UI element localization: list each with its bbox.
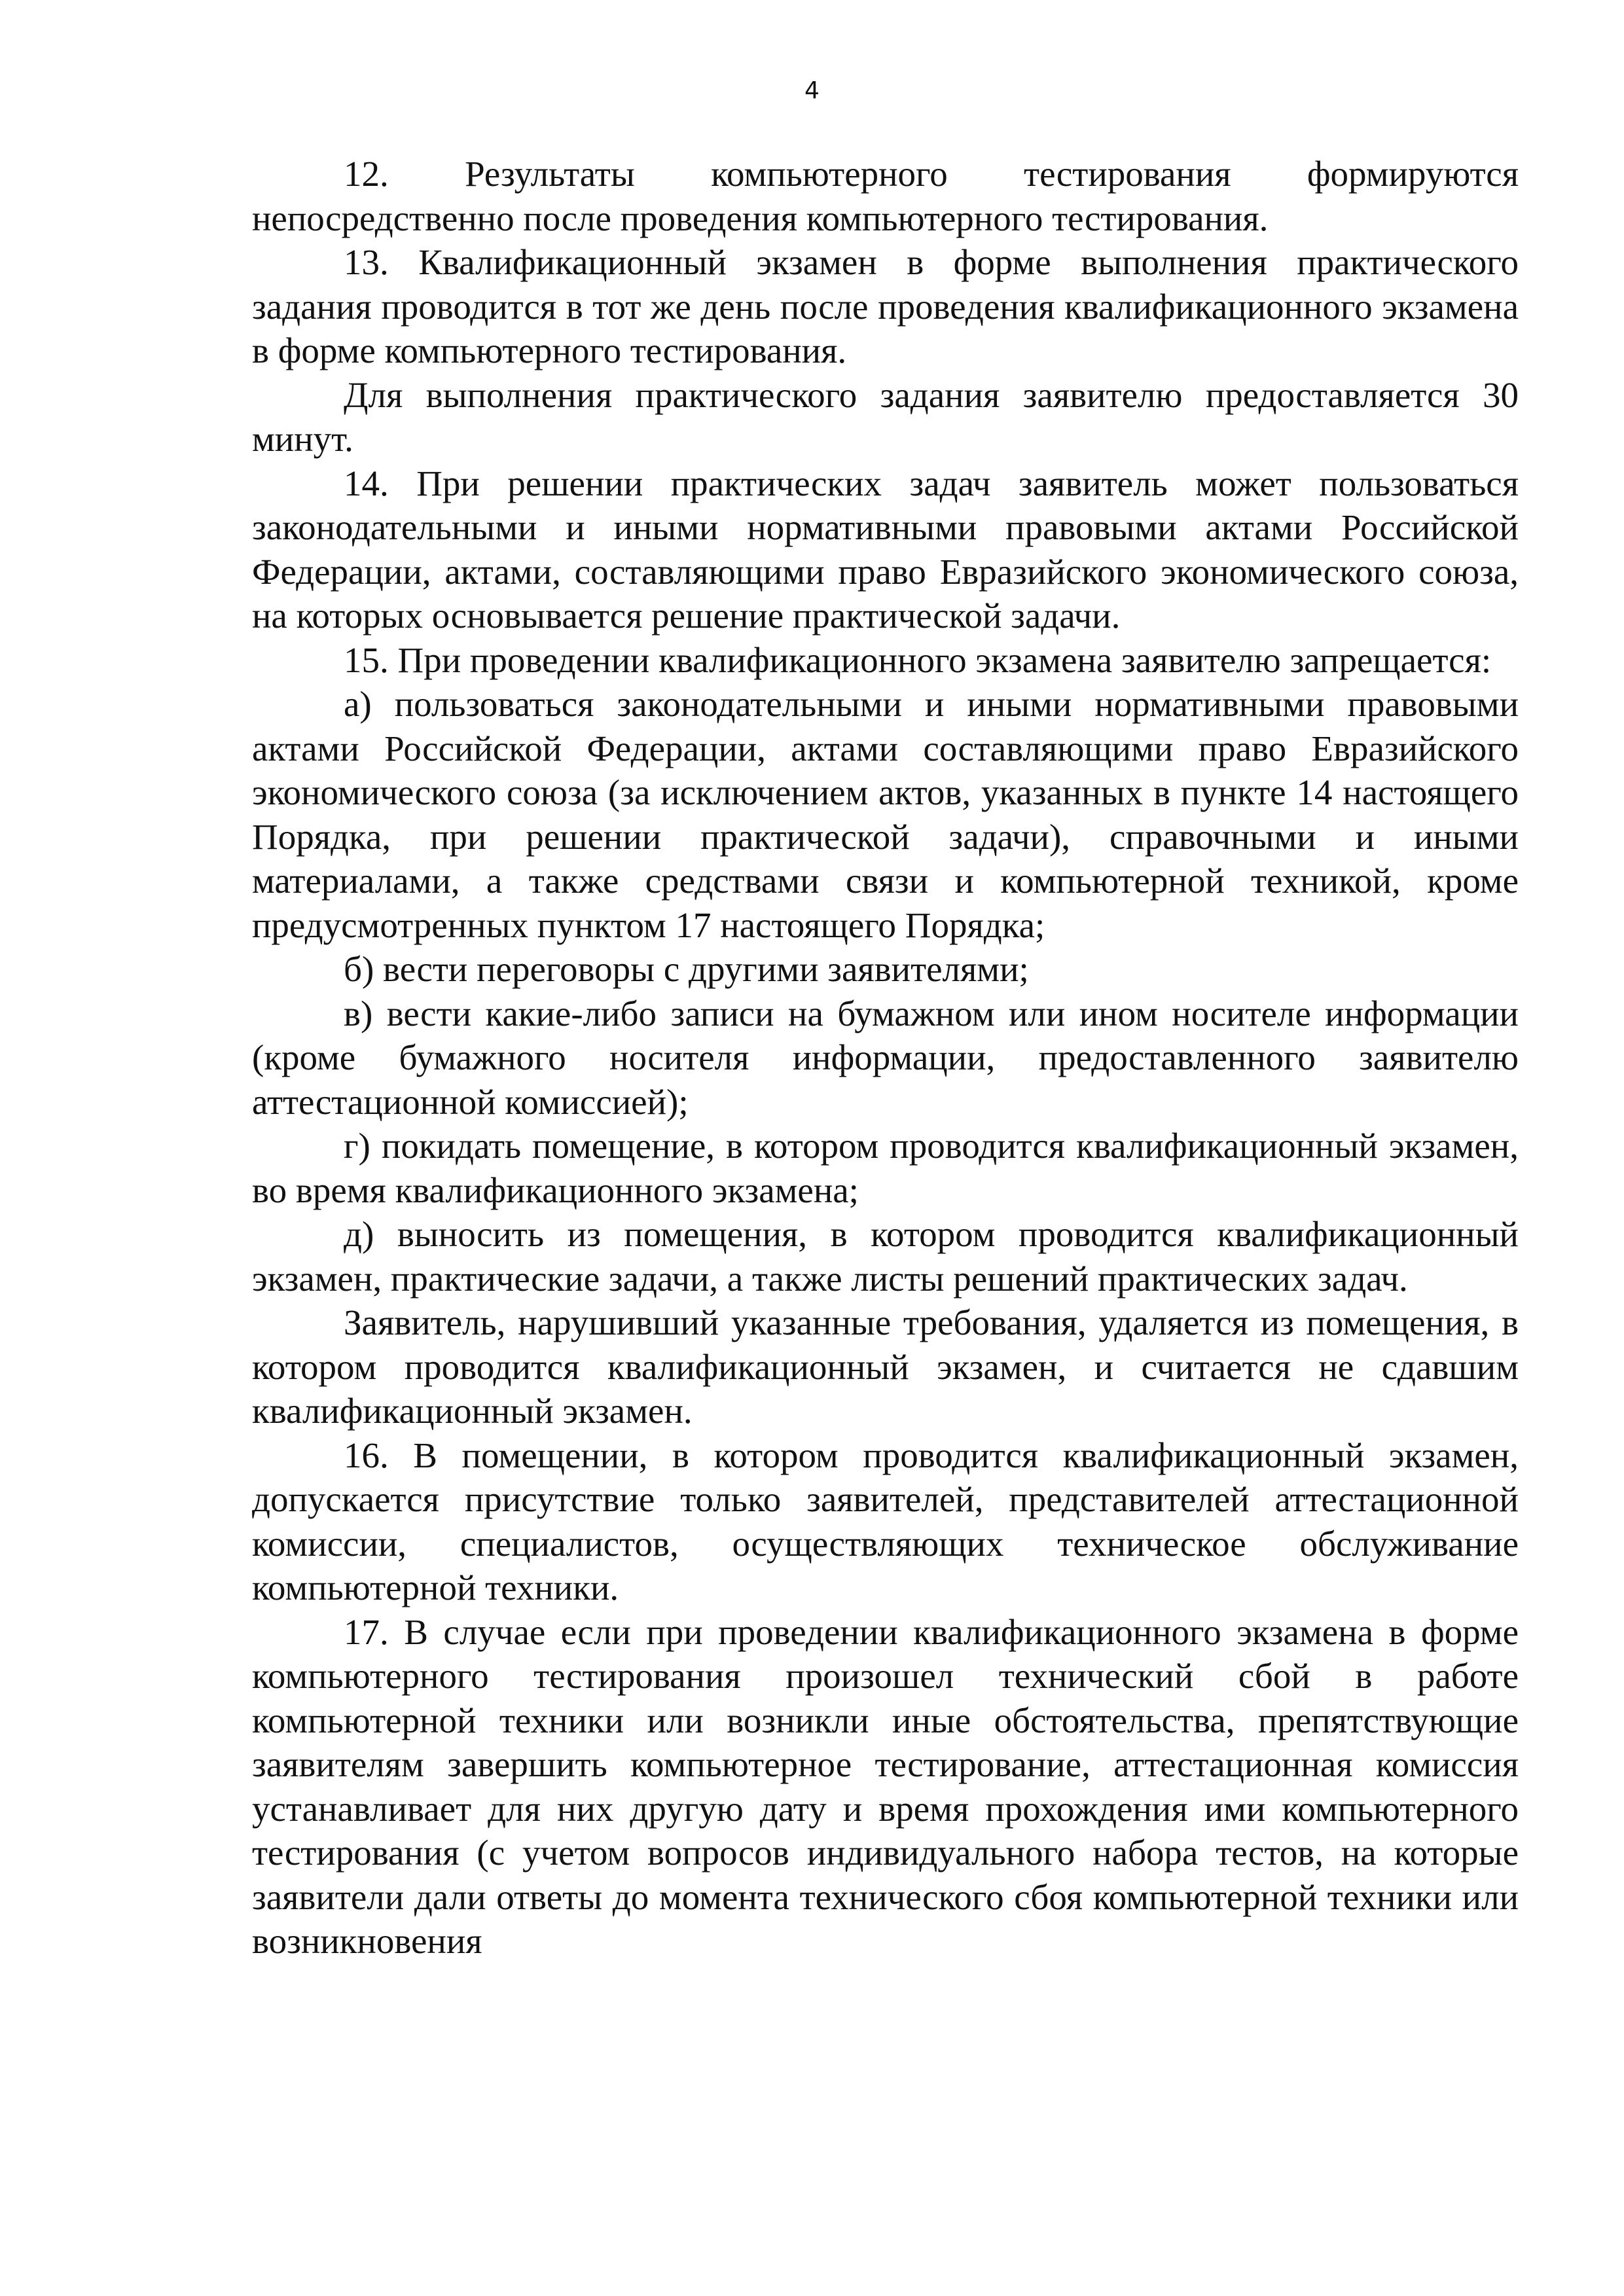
paragraph-15-b: б) вести переговоры с другими заявителями; bbox=[344, 949, 1029, 989]
paragraph-15-d: д) выносить из помещения, в котором проводится квалификационный экзамен, практические задачи, а также листы решений практических задач. bbox=[252, 1214, 1519, 1299]
paragraph-14: 14. При решении практических задач заявитель может пользоваться законодательными и иными нормативными правовыми актами Российской Федерации, актами, составляющими право Евразийского экономического союза, на которых основывается решение практической задачи. bbox=[252, 463, 1519, 636]
document-body bbox=[252, 152, 1519, 1964]
paragraph-15-v: в) вести какие-либо записи на бумажном или ином носителе информации (кроме бумажного носителя информации, предоставленного заявителю аттестационной комиссией); bbox=[252, 993, 1519, 1122]
paragraph-17: 17. В случае если при проведении квалификационного экзамена в форме компьютерного тестирования произошел технический сбой в работе компьютерной техники или возникли иные обстоятельства, препятствующие заявителям завершить компьютерное тестирование, аттестационная комиссия устанавливает для них другую дату и время прохождения ими компьютерного тестирования (с учетом вопросов индивидуального набора тестов, на которые заявители дали ответы до момента технического сбоя компьютерной техники или возникновения bbox=[252, 1611, 1519, 1961]
paragraph-15-g: г) покидать помещение, в котором проводится квалификационный экзамен, во время квалификационного экзамена; bbox=[252, 1126, 1519, 1210]
paragraph-13-time: Для выполнения практического задания заявителю предоставляется 30 минут. bbox=[252, 374, 1519, 459]
page-number: 4 bbox=[804, 77, 820, 104]
paragraph-16: 16. В помещении, в котором проводится квалификационный экзамен, допускается присутствие только заявителей, представителей аттестационной комиссии, специалистов, осуществляющих техническое обслуживание компьютерной техники. bbox=[252, 1435, 1519, 1607]
paragraph-13: 13. Квалификационный экзамен в форме выполнения практического задания проводится в тот же день после проведения квалификационного экзамена в форме компьютерного тестирования. bbox=[252, 242, 1519, 370]
paragraph-15-violation: Заявитель, нарушивший указанные требования, удаляется из помещения, в котором проводится квалификационный экзамен, и считается не сдавшим квалификационный экзамен. bbox=[252, 1302, 1519, 1431]
paragraph-15: 15. При проведении квалификационного экзамена заявителю запрещается: bbox=[344, 639, 1492, 680]
paragraph-15-a: а) пользоваться законодательными и иными нормативными правовыми актами Российской Федерации, актами составляющими право Евразийского экономического союза (за исключением актов, указанных в пункте 14 настоящего Порядка, при решении практической задачи), справочными и иными материалами, а также средствами связи и компьютерной техникой, кроме предусмотренных пунктом 17 настоящего Порядка; bbox=[252, 684, 1519, 945]
paragraph-12: 12. Результаты компьютерного тестирования формируются непосредственно после проведения компьютерного тестирования. bbox=[252, 154, 1519, 238]
